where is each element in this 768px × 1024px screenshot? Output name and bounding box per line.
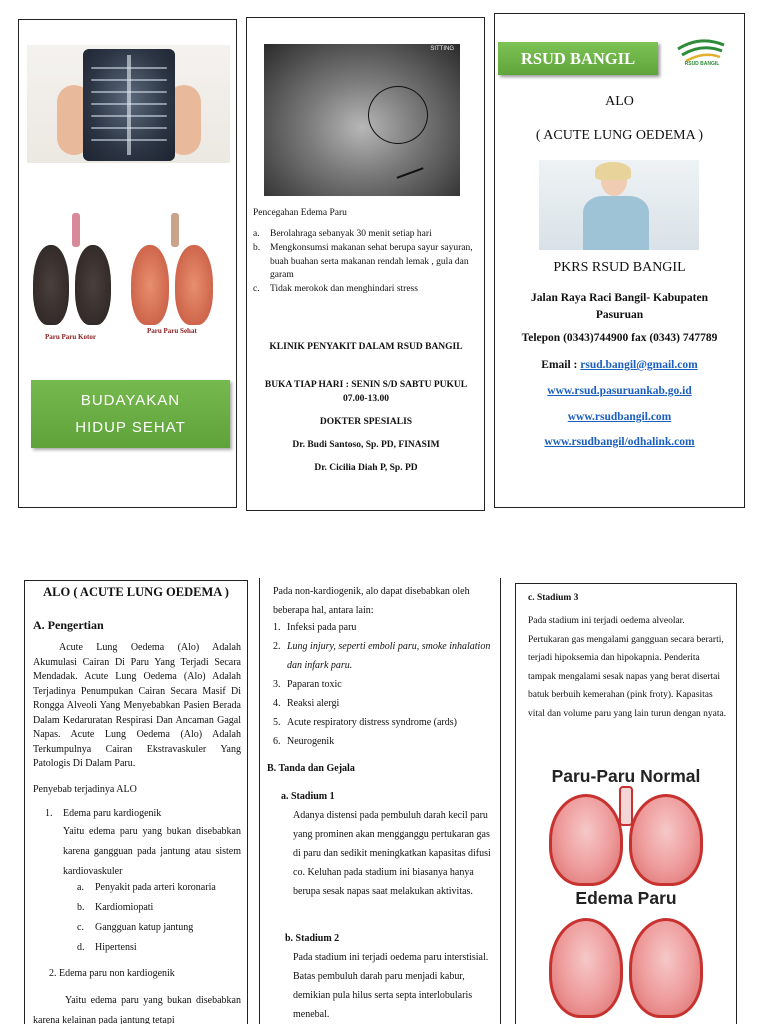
org-name: PKRS RSUD BANGIL [553,260,686,275]
list-item: b. Kardiomiopati [77,902,154,913]
panel-stadium-3 [515,583,737,1024]
stadium-2-text: Pada stadium ini terjadi oedema paru interstisial. Batas pembuluh darah paru menjadi kabur, demikian pula hilus serta septa interlobularis menebal. [293,952,489,1020]
panel-definition [24,580,248,1024]
banner-line-2: HIDUP SEHAT [75,419,186,436]
caption-healthy-lung: Paru Paru Sehat [147,327,197,335]
web-line-2 [495,411,744,423]
web-line-3 [495,436,744,448]
email-line [495,359,744,371]
list-item: 4. Reaksi alergi [273,698,340,709]
xray-arrow-marker [397,167,424,178]
edema-xray-image [264,44,460,196]
section-b-title: B. Tanda dan Gejala [267,763,355,774]
normal-lung-left [549,794,623,886]
cause-1-title: 1. Edema paru kardiogenik [45,808,162,819]
hospital-logo [674,33,728,71]
panel-prevention [246,17,485,511]
stadium-3-text: Pada stadium ini terjadi oedema alveolar. Pertukaran gas mengalami gangguan secara berarti, terjadi hipoksemia dan hipokapnia. Penderita tampak mengalami sesak napas yang berat disertai batuk berbuih kemerahan (pink froty). Kapasitas vital dan volume paru yang lain turun dengan nyata. [528,616,727,719]
caption-dirty-lung: Paru Paru Kotor [45,333,96,341]
stadium-3-title: c. Stadium 3 [528,593,579,603]
clinic-hours: BUKA TIAP HARI : SENIN S/D SABTU PUKUL 07.00-13.00 [264,380,468,405]
diagram-title-normal: Paru-Paru Normal [551,766,701,786]
website-link-2[interactable]: www.rsudbangil.com [567,411,672,423]
section-a-title: A. Pengertian [33,618,104,632]
prevention-list [253,228,479,297]
doctor-1: Dr. Budi Santoso, Sp. PD, FINASIM [292,440,440,450]
list-item: 2. Lung injury, seperti emboli paru, smoke inhalation dan infark paru. [273,641,491,671]
diagram-title-edema: Edema Paru [575,888,677,908]
list-item: 6. Neurogenik [273,736,335,747]
lungs-comparison-image [27,213,230,343]
prevention-title: Pencegahan Edema Paru [253,208,347,218]
cause-1-text: Yaitu edema paru yang bukan disebabkan karena gangguan pada jantung atau sistem kardiovaskuler [63,826,241,877]
title-alo: ALO [605,94,634,109]
lung-diagram [531,764,711,1024]
doctor-2: Dr. Cicilia Diah P, Sp. PD [314,463,418,473]
email-link[interactable]: rsud.bangil@gmail.com [580,359,698,371]
definition-heading: ALO ( ACUTE LUNG OEDEMA ) [43,585,229,599]
stadium-1-title: a. Stadium 1 [281,791,335,802]
patient-photo [539,160,699,250]
edema-lung-left [549,918,623,1018]
panel-symptoms [259,578,501,1024]
non-cardiogenic-list [273,618,495,751]
normal-lung-right [629,794,703,886]
stadium-1-text: Adanya distensi pada pembuluh darah kecil paru yang prominen akan mengganggu pertukaran gas di paru dan sedikit meningkatkan kapasitas difusi co. Keluhan pada stadium ini biasanya hanya berupa sesak napas saat melakukan aktivitas. [293,810,491,897]
logo-text: RSUD BANGIL [684,61,720,67]
xray-circle-marker [368,86,428,144]
title-acute-lung-oedema: ( ACUTE LUNG OEDEMA ) [535,128,704,143]
phone: Telepon (0343)744900 fax (0343) 747789 [521,332,718,344]
cause-2-text: Yaitu edema paru yang bukan disebabkan karena kelainan pada jantung tetapi [33,995,241,1024]
address: Jalan Raya Raci Bangil- Kabupaten Pasuruan [531,292,708,321]
chest-xray-photo [27,45,230,163]
cause-1-list [77,878,237,958]
panel-cover [494,13,745,508]
cause-2-title: 2. Edema paru non kardiogenik [49,968,175,979]
specialist-heading: DOKTER SPESIALIS [319,417,413,427]
stadium-2-title: b. Stadium 2 [285,933,340,944]
list-item: b. Mengkonsumsi makanan sehat berupa sayur sayuran, buah buahan serta makanan rendah lemak , gula dan garam [253,242,473,281]
edema-lung-right [629,918,703,1018]
cause-intro: Penyebab terjadinya ALO [33,784,137,795]
list-item: 1. Infeksi pada paru [273,622,357,633]
healthy-life-banner [31,380,230,448]
list-item: a. Berolahraga sebanyak 30 menit setiap hari [253,229,432,239]
definition-text: Acute Lung Oedema (Alo) Adalah Akumulasi Cairan Di Paru Yang Terjadi Secara Mendadak. Acute Lung Oedema (Alo) Adalah Terjadinya Penumpukan Cairan Secara Masif Di Rongga Alveoli Yang Menyebabkan Pasien Berada Dalam Kedaruratan Respirasi Dan Ancaman Gagal Napas. Acute Lung Oedema (Alo) Adalah Terkumpulnya Cairan Ekstravaskuler Yang Patologis Di Dalam Paru. [33,642,241,769]
web-line-1 [495,385,744,397]
list-item: d. Hipertensi [77,942,137,953]
xray-film [83,49,175,161]
list-item: c. Tidak merokok dan menghindari stress [253,284,418,295]
non-cardiogenic-intro: Pada non-kardiogenik, alo dapat disebabkan oleh beberapa hal, antara lain: [273,586,470,616]
banner-line-1: BUDAYAKAN [80,392,181,409]
xray-label: SITTING [430,46,454,52]
website-link-1[interactable]: www.rsud.pasuruankab.go.id [547,385,692,397]
website-link-3[interactable]: www.rsudbangil/odhalink.com [544,436,695,448]
list-item: 5. Acute respiratory distress syndrome (ards) [273,717,457,728]
panel-lung-images [18,19,237,508]
list-item: a. Penyakit pada arteri koronaria [77,882,216,893]
list-item: 3. Paparan toxic [273,679,342,690]
email-label: Email : [541,359,581,371]
rsud-bangil-banner: RSUD BANGIL [498,42,658,75]
clinic-name: KLINIK PENYAKIT DALAM RSUD BANGIL [269,342,463,352]
list-item: c. Gangguan katup jantung [77,922,194,933]
